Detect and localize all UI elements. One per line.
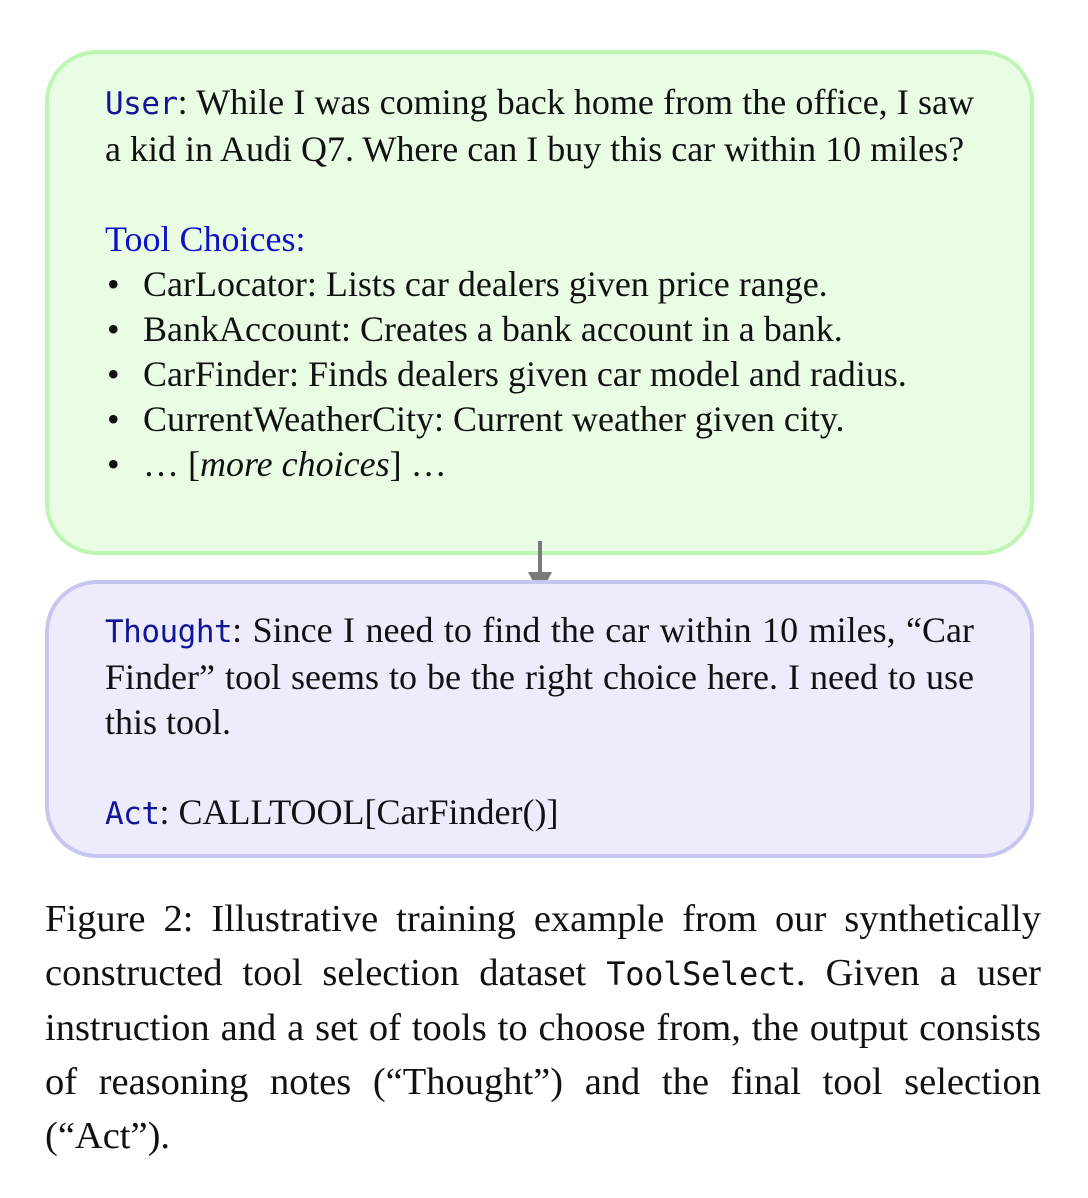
more-choices: more choices xyxy=(200,444,390,484)
more-prefix: … [ xyxy=(143,444,200,484)
tool-item-text: CarFinder: Finds dealers given car model and radius. xyxy=(143,354,907,394)
caption-prefix: Figure 2: Illustrative training example from our synthetically constructed tool selection dataset xyxy=(45,898,1041,994)
act-line xyxy=(105,790,974,837)
bullet: • xyxy=(107,264,120,304)
tool-item-text: CurrentWeatherCity: Current weather given city. xyxy=(143,399,845,439)
user-box xyxy=(45,50,1034,555)
bullet: • xyxy=(107,444,120,484)
tool-item-text: CarLocator: Lists car dealers given price range. xyxy=(143,264,828,304)
act-text: : CALLTOOL[CarFinder()] xyxy=(159,792,559,832)
bullet: • xyxy=(107,309,120,349)
bullet: • xyxy=(107,399,120,439)
user-label: User xyxy=(105,86,178,122)
thought-message xyxy=(105,584,974,745)
tool-item xyxy=(105,307,974,352)
tool-item xyxy=(105,262,974,307)
tool-item-text: BankAccount: Creates a bank account in a bank. xyxy=(143,309,843,349)
thought-text: : Since I need to find the car within 10 miles, “Car Finder” tool seems to be the right choice here. I need to use this tool. xyxy=(105,610,974,742)
tool-item-more xyxy=(105,442,974,487)
user-message xyxy=(105,54,974,172)
caption-suffix: . Given a user instruction and a set of tools to choose from, the output consists of reasoning notes (“Thought”) and the final tool selection (“Act”). xyxy=(45,952,1041,1157)
thought-box xyxy=(45,580,1034,858)
tool-item xyxy=(105,352,974,397)
user-text: : While I was coming back home from the office, I saw a kid in Audi Q7. Where can I buy this car within 10 miles? xyxy=(105,82,974,169)
more-suffix: ] … xyxy=(389,444,447,484)
tool-choices-heading: Tool Choices: xyxy=(105,219,306,259)
tool-item xyxy=(105,397,974,442)
thought-label: Thought xyxy=(105,614,233,650)
figure-caption xyxy=(45,892,1041,1163)
act-label: Act xyxy=(105,796,160,832)
tool-list xyxy=(105,262,974,487)
caption-dataset-name: ToolSelect xyxy=(606,955,796,993)
bullet: • xyxy=(107,354,120,394)
